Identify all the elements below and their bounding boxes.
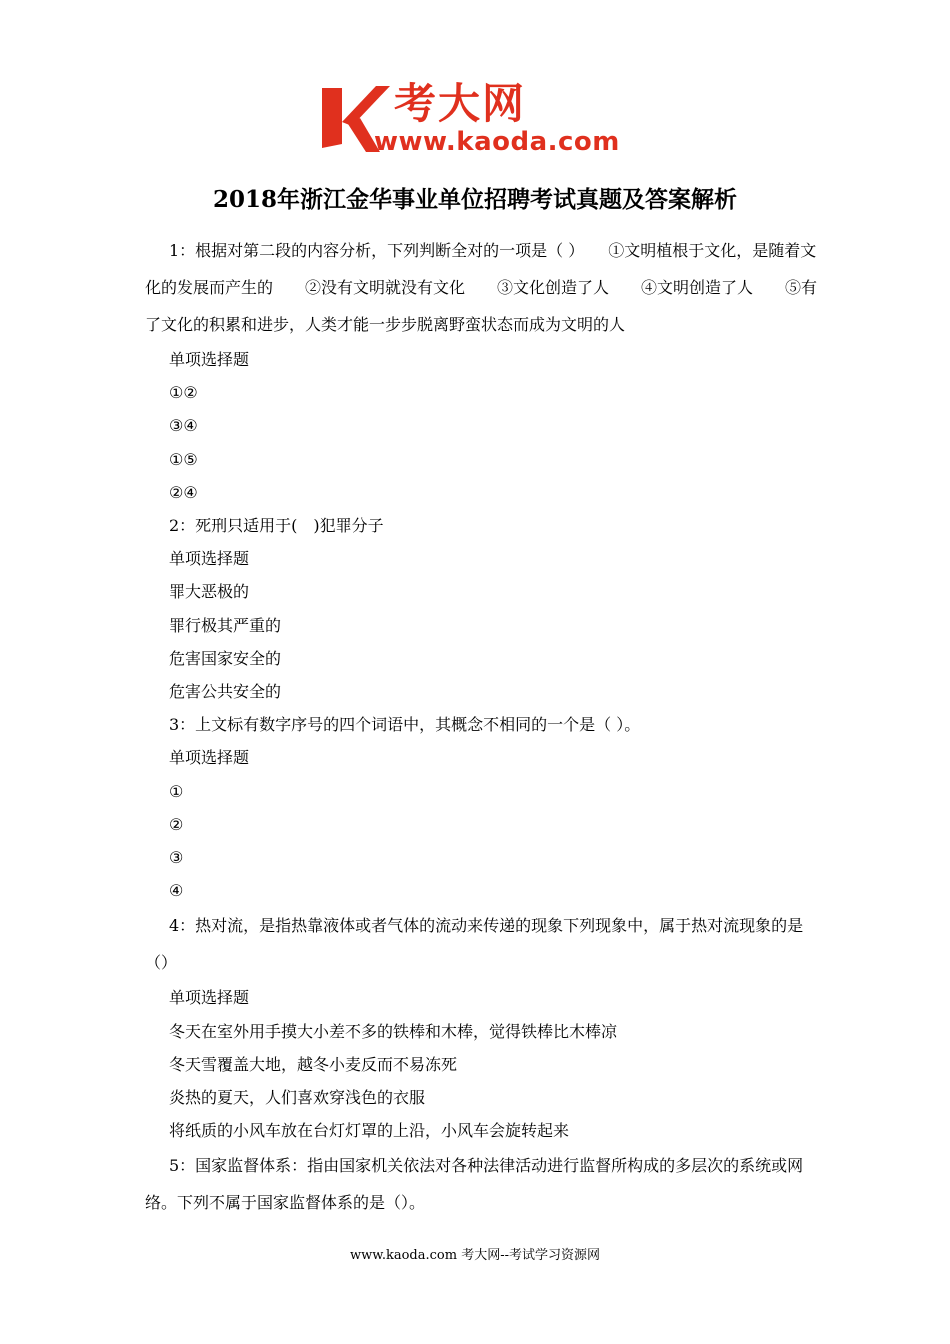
question-1-option-c[interactable]: ①⑤ (169, 449, 198, 469)
question-4-stem: 4：热对流，是指热靠液体或者气体的流动来传递的现象下列现象中，属于热对流现象的是（） (145, 916, 804, 973)
question-4-option-c[interactable]: 炎热的夏天，人们喜欢穿浅色的衣服 (169, 1088, 426, 1108)
question-3-option-b[interactable]: ② (169, 814, 184, 834)
page-footer: www.kaoda.com 考大网--考试学习资源网 (350, 1248, 600, 1263)
question-1-option-a[interactable]: ①② (169, 383, 198, 403)
logo-brand-url: www.kaoda.com (374, 127, 620, 157)
question-2-option-a[interactable]: 罪大恶极的 (169, 582, 250, 602)
question-list (145, 232, 817, 1221)
question-4-option-d[interactable]: 将纸质的小风车放在台灯灯罩的上沿，小风车会旋转起来 (169, 1121, 570, 1141)
question-3-stem: 3：上文标有数字序号的四个词语中，其概念不相同的一个是（ ）。 (169, 715, 641, 735)
question-1-type: 单项选择题 (169, 350, 250, 369)
question-4-type: 单项选择题 (169, 988, 250, 1008)
question-1-stem: 1：根据对第二段的内容分析，下列判断全对的一项是（ ） ①文明植根于文化，是随着文化的发展而产生的 ②没有文明就没有文化 ③文化创造了人 ④文明创造了人 ⑤有了文化的积累和进步，人类才能一步步脱离野蛮状态而成为文明的人 (145, 241, 818, 334)
logo-brand-cn: 考大网 (394, 79, 527, 128)
kaoda-logo (318, 79, 638, 162)
question-5-stem: 5：国家监督体系：指由国家机关依法对各种法律活动进行监督所构成的多层次的系统或网络。下列不属于国家监督体系的是（）。 (145, 1156, 804, 1213)
question-2-option-d[interactable]: 危害公共安全的 (169, 682, 282, 702)
question-1-option-b[interactable]: ③④ (169, 416, 198, 436)
question-2-stem: 2：死刑只适用于( )犯罪分子 (169, 516, 384, 536)
question-3-option-c[interactable]: ③ (169, 848, 184, 868)
question-2-type: 单项选择题 (169, 549, 250, 569)
page-title: 2018年浙江金华事业单位招聘考试真题及答案解析 (212, 186, 737, 213)
question-2-option-c[interactable]: 危害国家安全的 (169, 648, 282, 668)
question-1-option-d[interactable]: ②④ (169, 482, 198, 502)
question-4-option-a[interactable]: 冬天在室外用手摸大小差不多的铁棒和木棒，觉得铁棒比木棒凉 (169, 1021, 618, 1041)
question-4-option-b[interactable]: 冬天雪覆盖大地，越冬小麦反而不易冻死 (169, 1054, 458, 1074)
question-3-option-a[interactable]: ① (169, 781, 184, 801)
question-2-option-b[interactable]: 罪行极其严重的 (169, 615, 282, 635)
question-3-option-d[interactable]: ④ (169, 881, 184, 901)
question-3-type: 单项选择题 (169, 748, 250, 768)
